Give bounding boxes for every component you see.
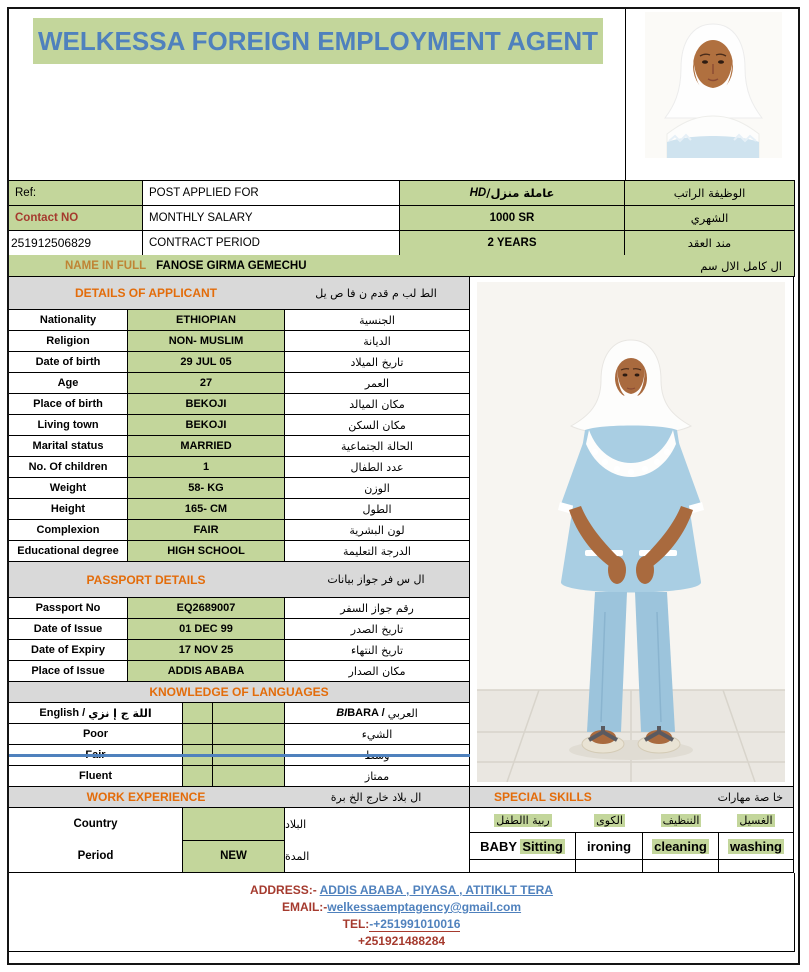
field-value: 58- KG — [128, 478, 285, 499]
skill-arabic-ironing: الكوى — [596, 813, 623, 827]
work-labels — [9, 808, 183, 873]
period-label: Period — [77, 850, 114, 862]
special-skills-title: SPECIAL SKILLS — [494, 790, 592, 804]
skill-washing: washing — [729, 838, 782, 854]
field-label: Age — [9, 373, 128, 394]
field-label: Date of birth — [9, 352, 128, 373]
empty-cell — [719, 860, 793, 872]
table-row — [9, 457, 470, 478]
field-label: Weight — [9, 478, 128, 499]
field-arabic: العمر — [285, 373, 470, 394]
header-divider — [625, 9, 626, 180]
field-arabic: تاريخ الصدر — [285, 619, 470, 640]
field-value: ADDIS ABABA — [128, 661, 285, 682]
languages-header-title: KNOWLEDGE OF LANGUAGES — [149, 685, 329, 699]
right-column — [470, 277, 794, 873]
field-label: Complexion — [9, 520, 128, 541]
country-label: Country — [73, 818, 118, 830]
table-row — [9, 499, 470, 520]
passport-header-title: PASSPORT DETAILS — [86, 572, 206, 587]
agency-title: WELKESSA FOREIGN EMPLOYMENT AGENT — [33, 18, 603, 64]
special-skills-header — [470, 787, 794, 808]
skill-arabic-washing: الغسيل — [739, 813, 773, 827]
period-value-cell[interactable]: NEW — [183, 841, 284, 873]
field-arabic: مكان الميالد — [285, 394, 470, 415]
language-checkbox-cell[interactable] — [183, 766, 213, 787]
skill-arabic-cleaning: الننظيف — [662, 813, 700, 827]
language-checkbox-cell[interactable] — [213, 703, 285, 724]
table-row — [9, 520, 470, 541]
table-row — [9, 394, 470, 415]
field-label: Nationality — [9, 310, 128, 331]
field-value: 29 JUL 05 — [128, 352, 285, 373]
field-label: Marital status — [9, 436, 128, 457]
country-arabic: البلاد — [285, 817, 307, 831]
table-row — [9, 478, 470, 499]
name-in-full-row — [9, 255, 795, 277]
tel-link[interactable]: -+251991010016 — [369, 917, 461, 931]
field-label: Educational degree — [9, 541, 128, 562]
field-value: 27 — [128, 373, 285, 394]
field-value: BEKOJI — [128, 394, 285, 415]
skill-cleaning: cleaning — [643, 833, 719, 859]
field-arabic: تاريخ النتهاء — [285, 640, 470, 661]
field-value: 17 NOV 25 — [128, 640, 285, 661]
contact-no-label: Contact NO — [9, 206, 143, 231]
field-arabic: مكان الصدار — [285, 661, 470, 682]
field-arabic: الوزن — [285, 478, 470, 499]
contact-number-value: 251912506829 — [9, 231, 143, 256]
field-value: 165- CM — [128, 499, 285, 520]
work-header-arabic: ال بلاد خارج الخ برة — [330, 790, 422, 804]
field-arabic: الجنسية — [285, 310, 470, 331]
arabic-label: BI BARA / العربي — [285, 703, 470, 724]
post-applied-label: POST APPLIED FOR — [143, 181, 400, 206]
passport-details-header — [9, 562, 470, 598]
table-row — [9, 598, 470, 619]
language-checkbox-cell[interactable] — [183, 724, 213, 745]
field-arabic: تاريخ الميلاد — [285, 352, 470, 373]
field-label: Date of Expiry — [9, 640, 128, 661]
field-label: No. Of children — [9, 457, 128, 478]
tel-line — [9, 916, 794, 933]
table-row — [9, 661, 470, 682]
field-label: Place of birth — [9, 394, 128, 415]
monthly-salary-arabic: الشهري — [625, 206, 795, 231]
level-label: Poor — [9, 724, 183, 745]
field-arabic: الديانة — [285, 331, 470, 352]
skill-babysitting: BABY Sitting — [470, 833, 576, 859]
details-header-arabic: الط لب م قدم ن فا ص يل — [315, 286, 437, 300]
skills-english-row — [470, 833, 794, 860]
field-arabic: لون البشرية — [285, 520, 470, 541]
email-label: EMAIL:- — [281, 900, 328, 914]
work-experience-header — [9, 787, 470, 808]
address-link[interactable]: ADDIS ABABA , PIYASA , ATITIKLT TERA — [319, 883, 553, 897]
applicant-details-table — [9, 277, 470, 873]
address-label: ADDRESS:- — [250, 883, 320, 897]
field-value: EQ2689007 — [128, 598, 285, 619]
table-row — [9, 310, 470, 331]
address-line — [9, 882, 794, 899]
field-arabic: الطول — [285, 499, 470, 520]
table-row — [9, 541, 470, 562]
field-value: 1 — [128, 457, 285, 478]
applicant-full-body-photo — [470, 277, 794, 787]
special-skills-arabic: خا صة مهارات — [717, 790, 783, 804]
language-checkbox-cell[interactable] — [213, 724, 285, 745]
skills-arabic-row — [470, 808, 794, 833]
footer-contact-block — [9, 873, 795, 952]
field-arabic: رقم جواز السفر — [285, 598, 470, 619]
field-value: ETHIOPIAN — [128, 310, 285, 331]
contract-period-label: CONTRACT PERIOD — [143, 231, 400, 256]
period-arabic: المدة — [285, 849, 310, 863]
work-header-title: WORK EXPERIENCE — [86, 790, 206, 804]
field-value: FAIR — [128, 520, 285, 541]
field-value: NON- MUSLIM — [128, 331, 285, 352]
language-row-poor — [9, 724, 470, 745]
field-arabic: عدد الطفال — [285, 457, 470, 478]
applicant-full-name: FANOSE GIRMA GEMECHU — [156, 259, 307, 272]
contract-period-arabic: مند العقد — [625, 231, 795, 256]
field-arabic: الحالة الجتماعية — [285, 436, 470, 457]
field-value: BEKOJI — [128, 415, 285, 436]
employment-terms-table — [9, 180, 795, 255]
empty-cell — [470, 860, 576, 872]
languages-header — [9, 682, 470, 703]
details-header-title: DETAILS OF APPLICANT — [75, 286, 217, 300]
field-label: Living town — [9, 415, 128, 436]
empty-cell — [643, 860, 719, 872]
table-row — [9, 415, 470, 436]
level-arabic: ممتاز — [285, 766, 470, 787]
country-value-cell[interactable] — [183, 808, 284, 841]
field-label: Religion — [9, 331, 128, 352]
table-row — [9, 619, 470, 640]
language-row-english — [9, 703, 470, 724]
field-value: MARRIED — [128, 436, 285, 457]
field-label: Height — [9, 499, 128, 520]
monthly-salary-label: MONTHLY SALARY — [143, 206, 400, 231]
level-label: Fluent — [9, 766, 183, 787]
tel2-value: +251921488284 — [357, 934, 446, 948]
passport-header-arabic: ال س فر جواز بيانات — [327, 573, 425, 586]
skills-empty-row — [470, 860, 794, 873]
monthly-salary-value: 1000 SR — [400, 206, 625, 231]
table-row — [9, 331, 470, 352]
language-checkbox-cell[interactable] — [213, 766, 285, 787]
post-applied-arabic: الوظيفة الراتب — [625, 181, 795, 206]
field-arabic: مكان السكن — [285, 415, 470, 436]
field-arabic: الدرجة التعليمة — [285, 541, 470, 562]
ref-label: Ref: — [9, 181, 143, 206]
level-arabic: الشيء — [285, 724, 470, 745]
contract-period-value: 2 YEARS — [400, 231, 625, 256]
tel-label: TEL: — [342, 917, 370, 931]
email-link[interactable]: welkessaemptagency@gmail.com — [327, 900, 522, 914]
work-arabic — [285, 808, 470, 873]
skill-arabic-childcare: ربية االطفل — [496, 813, 550, 827]
language-row-fluent — [9, 766, 470, 787]
field-label: Date of Issue — [9, 619, 128, 640]
english-label: English / اللة ج إ نزي — [9, 703, 183, 724]
table-row — [9, 436, 470, 457]
applicant-headshot-photo — [645, 12, 782, 158]
field-label: Place of Issue — [9, 661, 128, 682]
table-row — [9, 640, 470, 661]
tel2-line — [9, 933, 794, 950]
field-value: 01 DEC 99 — [128, 619, 285, 640]
name-in-full-arabic: ال كامل الال سم — [700, 258, 782, 273]
field-label: Passport No — [9, 598, 128, 619]
table-row — [9, 373, 470, 394]
post-applied-value: عاملة منزل/ HD — [400, 181, 625, 206]
empty-cell — [576, 860, 643, 872]
details-of-applicant-header — [9, 277, 470, 310]
email-line — [9, 899, 794, 916]
fair-level-strike-line — [9, 754, 470, 757]
skill-ironing: ironing — [576, 833, 643, 859]
work-experience-block — [9, 808, 470, 873]
field-value: HIGH SCHOOL — [128, 541, 285, 562]
language-checkbox-cell[interactable] — [183, 703, 213, 724]
table-row — [9, 352, 470, 373]
header — [9, 9, 796, 180]
name-in-full-label: NAME IN FULL — [65, 259, 147, 272]
work-values — [183, 808, 285, 873]
